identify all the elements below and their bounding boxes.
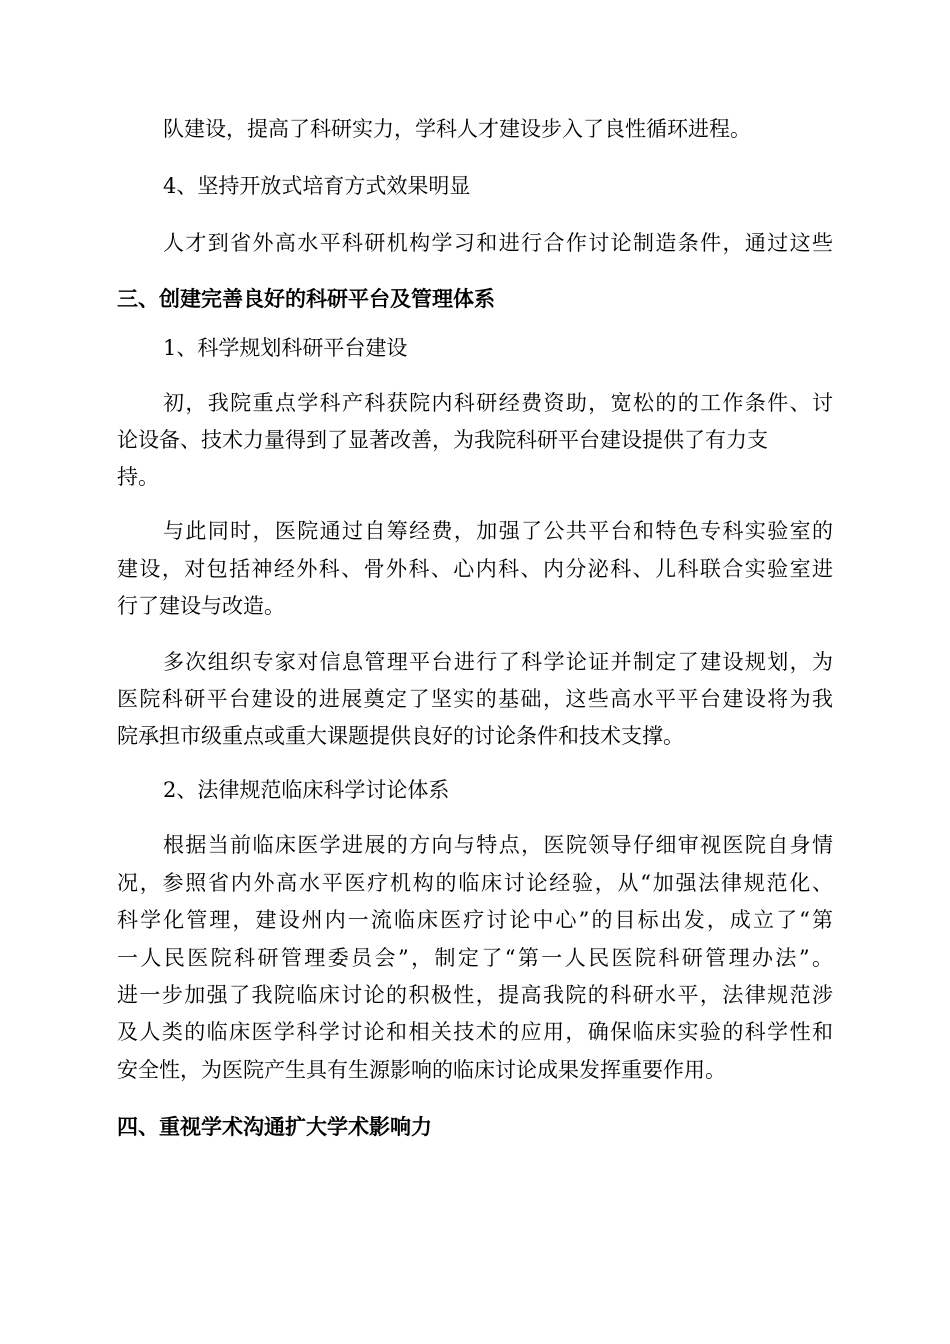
paragraph-line: 队建设，提高了科研实力，学科人才建设步入了良性循环进程。: [163, 117, 751, 141]
paragraph-line: 论设备、技术力量得到了显著改善，为我院科研平台建设提供了有力支: [117, 428, 768, 452]
paragraph-line: 初，我院重点学科产科获院内科研经费资助，宽松的的工作条件、讨: [163, 391, 833, 415]
paragraph-line: 进一步加强了我院临床讨论的积极性，提高我院的科研水平，法律规范涉: [117, 983, 833, 1007]
paragraph-line: 况，参照省内外高水平医疗机构的临床讨论经验，从“加强法律规范化、: [117, 871, 833, 895]
paragraph-line: 与此同时，医院通过自筹经费，加强了公共平台和特色专科实验室的: [163, 519, 833, 543]
paragraph-line: 建设，对包括神经外科、骨外科、心内科、内分泌科、儿科联合实验室进: [117, 557, 833, 581]
paragraph-line: 行了建设与改造。: [117, 594, 285, 618]
paragraph-line: 医院科研平台建设的进展奠定了坚实的基础，这些高水平平台建设将为我: [117, 687, 833, 711]
paragraph-line: 一人民医院科研管理委员会”，制定了“第一人民医院科研管理办法”。: [117, 946, 833, 970]
paragraph-line: 多次组织专家对信息管理平台进行了科学论证并制定了建设规划，为: [163, 650, 833, 674]
paragraph-line: 人才到省外高水平科研机构学习和进行合作讨论制造条件，通过这些: [163, 231, 833, 255]
section-heading: 四、重视学术沟通扩大学术影响力: [117, 1115, 432, 1139]
paragraph-line: 根据当前临床医学进展的方向与特点，医院领导仔细审视医院自身情: [163, 833, 833, 857]
section-heading: 三、创建完善良好的科研平台及管理体系: [117, 287, 495, 311]
paragraph-line: 持。: [117, 465, 159, 489]
paragraph-line: 科学化管理，建设州内一流临床医疗讨论中心”的目标出发，成立了“第: [117, 908, 833, 932]
paragraph-line: 院承担市级重点或重大课题提供良好的讨论条件和技术支撑。: [117, 724, 684, 748]
subheading: 1、科学规划科研平台建设: [163, 336, 408, 360]
paragraph-line: 及人类的临床医学科学讨论和相关技术的应用，确保临床实验的科学性和: [117, 1020, 833, 1044]
paragraph-line: 安全性，为医院产生具有生源影响的临床讨论成果发挥重要作用。: [117, 1058, 726, 1082]
subheading: 4、坚持开放式培育方式效果明显: [163, 174, 471, 198]
subheading: 2、法律规范临床科学讨论体系: [163, 778, 450, 802]
